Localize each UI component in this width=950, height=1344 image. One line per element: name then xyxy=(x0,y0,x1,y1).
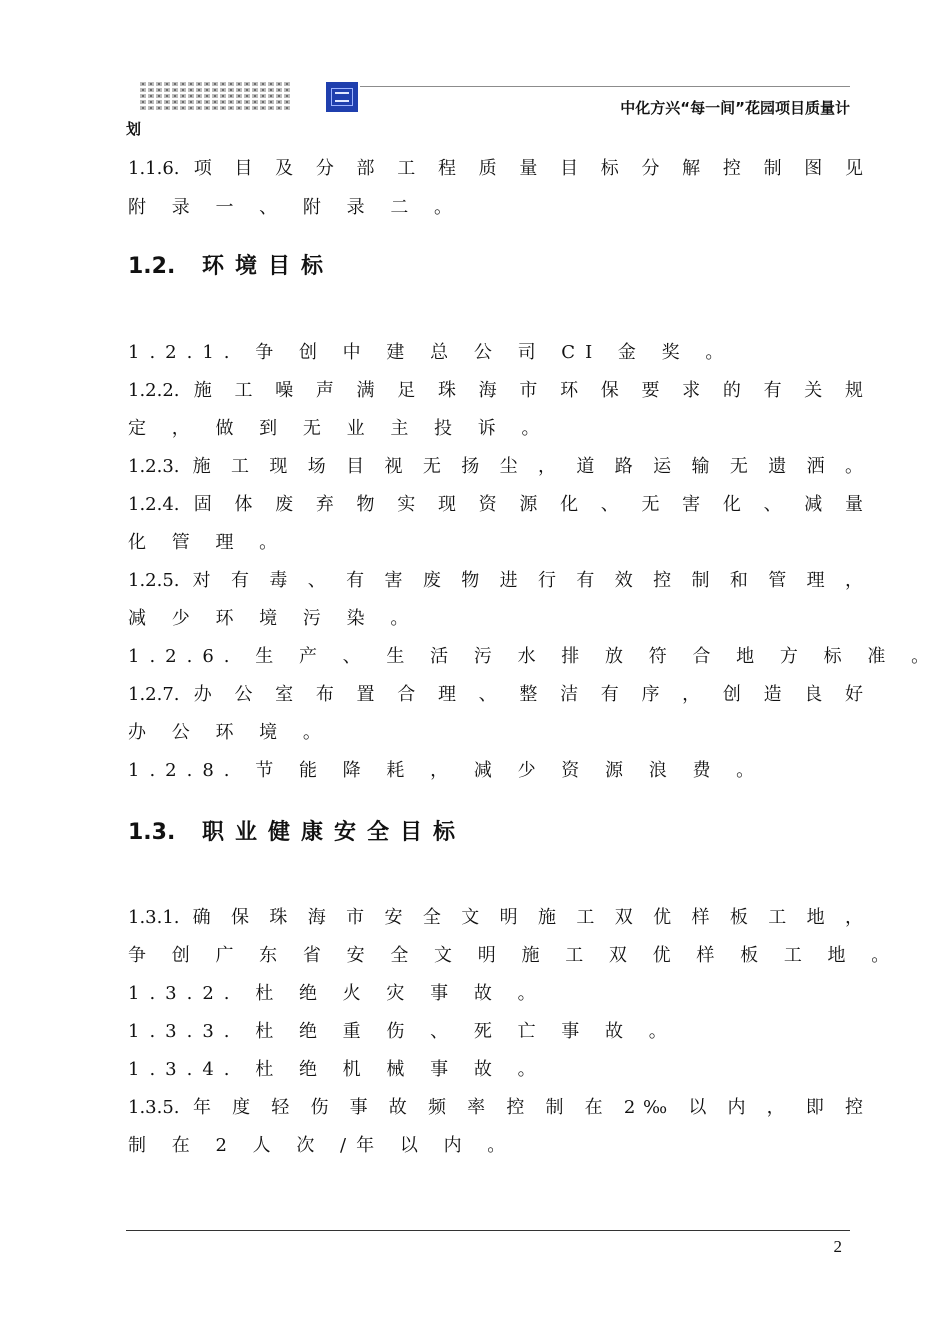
paragraph-line: 减 少 环 境 污 染 。 xyxy=(128,608,419,629)
paragraph-line: 化 管 理 。 xyxy=(128,532,288,553)
paragraph-line: 1.2.6. 生 产 、 生 活 污 水 排 放 符 合 地 方 标 准 。 xyxy=(128,646,940,667)
paragraph-line: 1.3.1. 确 保 珠 海 市 安 全 文 明 施 工 双 优 样 板 工 地 ， xyxy=(128,907,863,928)
paragraph-line: 1.2.7. 办 公 室 布 置 合 理 、 整 洁 有 序 ， 创 造 良 好 xyxy=(128,684,863,705)
section-title: 环境目标 xyxy=(202,254,335,279)
document-title-continued: 划 xyxy=(126,120,142,138)
page-header xyxy=(0,0,950,140)
paragraph-line: 1.3.4. 杜 绝 机 械 事 故 。 xyxy=(128,1059,546,1080)
paragraph-line: 附 录 一 、 附 录 二 。 xyxy=(128,197,463,218)
company-logo-icon xyxy=(140,82,292,112)
paragraph-line: 1.3.2. 杜 绝 火 灾 事 故 。 xyxy=(128,983,546,1004)
section-heading-1-3 xyxy=(128,820,466,846)
paragraph-line: 1.2.1. 争 创 中 建 总 公 司 CI 金 奖 。 xyxy=(128,342,734,363)
paragraph-line: 1.1.6. 项 目 及 分 部 工 程 质 量 目 标 分 解 控 制 图 见 xyxy=(128,158,863,179)
footer-divider xyxy=(126,1230,850,1231)
paragraph-line: 争 创 广 东 省 安 全 文 明 施 工 双 优 样 板 工 地 。 xyxy=(128,945,900,966)
paragraph-line: 1.2.5. 对 有 毒 、 有 害 废 物 进 行 有 效 控 制 和 管 理 ， xyxy=(128,570,863,591)
section-number: 1.2. xyxy=(128,254,176,279)
paragraph-line: 制 在 2 人 次 /年 以 内 。 xyxy=(128,1135,516,1156)
document-title: 中化方兴“每一间”花园项目质量计 xyxy=(620,99,850,117)
section-heading-1-2 xyxy=(128,254,334,280)
paragraph-line: 1.2.4. 固 体 废 弃 物 实 现 资 源 化 、 无 害 化 、 减 量 xyxy=(128,494,863,515)
paragraph-line: 定 ， 做 到 无 业 主 投 诉 。 xyxy=(128,418,550,439)
paragraph-line: 1.3.3. 杜 绝 重 伤 、 死 亡 事 故 。 xyxy=(128,1021,677,1042)
paragraph-line: 1.3.5. 年 度 轻 伤 事 故 频 率 控 制 在 2‰ 以 内 ， 即 控 xyxy=(128,1097,863,1118)
header-divider xyxy=(360,86,850,87)
paragraph-line: 1.2.2. 施 工 噪 声 满 足 珠 海 市 环 保 要 求 的 有 关 规 xyxy=(128,380,863,401)
page-number: 2 xyxy=(833,1237,842,1256)
paragraph-line: 1.2.8. 节 能 降 耗 ， 减 少 资 源 浪 费 。 xyxy=(128,760,765,781)
paragraph-line: 办 公 环 境 。 xyxy=(128,722,331,743)
section-title: 职业健康安全目标 xyxy=(202,820,467,845)
section-number: 1.3. xyxy=(128,820,176,845)
brand-mark-icon xyxy=(326,82,358,112)
paragraph-line: 1.2.3. 施 工 现 场 目 视 无 扬 尘 ， 道 路 运 输 无 遗 洒 。 xyxy=(128,456,863,477)
